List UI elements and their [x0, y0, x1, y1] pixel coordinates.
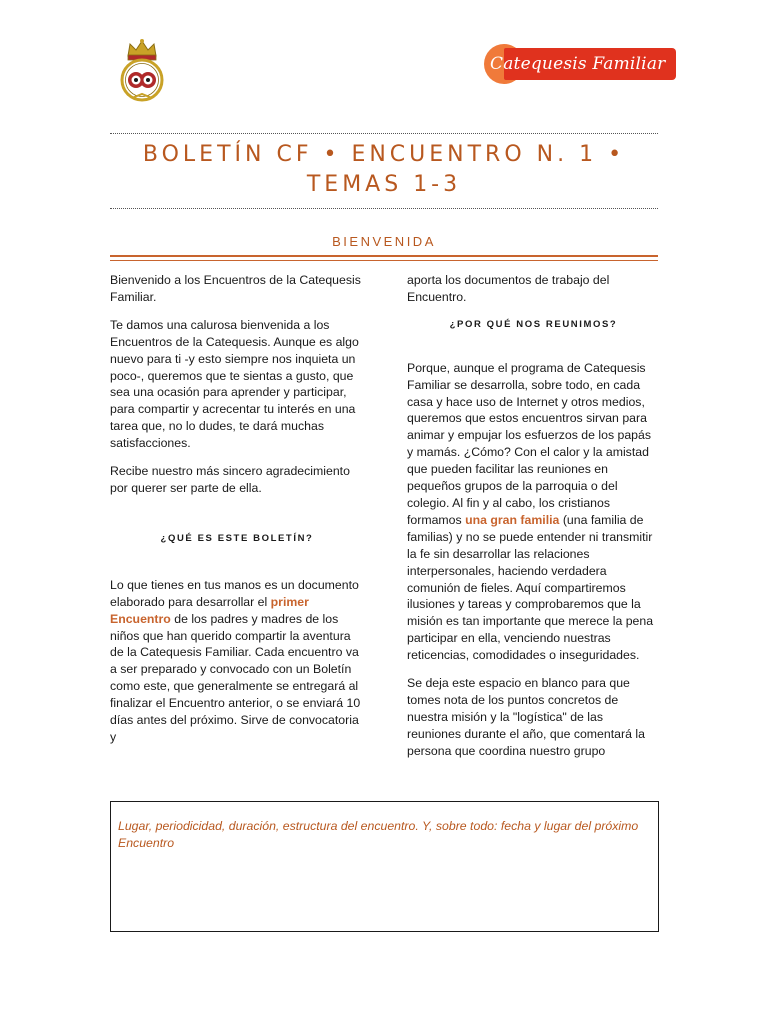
title-line-2: TEMAS 1-3	[306, 172, 462, 197]
meeting-notes-prompt: Lugar, periodicidad, duración, estructura del encuentro. Y, sobre todo: fecha y lugar del próximo Encuentro	[118, 819, 639, 850]
coat-of-arms-crest-icon	[112, 36, 172, 102]
title-line-1: BOLETÍN CF • ENCUENTRO N. 1 •	[142, 142, 626, 167]
meeting-notes-box	[110, 801, 659, 932]
catequesis-familiar-logo	[484, 44, 676, 84]
welcome-paragraph: Bienvenido a los Encuentros de la Catequesis Familiar.	[110, 273, 361, 304]
title-top-rule	[110, 133, 658, 134]
reasons-text-b: (una familia de familias) y no se puede entender ni transmitir la fe sin desarrollar las relaciones interpersonales, haciendo verdadera comunión de fieles. Aquí compartiremos ilusiones y tareas y comprobaremos que la misión es tan importante que merece la pena participar en ella, venciendo nuestras reticencias, comodidades o inseguridades.	[407, 512, 654, 663]
page-title	[110, 140, 658, 200]
section-heading-bienvenida: BIENVENIDA	[332, 234, 436, 249]
right-column	[407, 272, 660, 771]
highlight-primer-encuentro: primer Encuentro	[110, 594, 309, 626]
title-bottom-rule	[110, 208, 658, 209]
subheading-por-que: ¿POR QUÉ NOS REUNIMOS?	[449, 318, 618, 330]
reasons-text-a: Porque, aunque el programa de Catequesis Familiar se desarrolla, sobre todo, en cada casa y hace uso de Internet y otros medios, queremos que estos encuentros sirvan para animar y empujar los esfuerzos de los papás y mamás. ¿Cómo? Con el calor y la amistad que pueden facilitar las reuniones en pequeños grupos de la parroquia o del colegio. Al fin y al cabo, los cristianos formamos	[407, 360, 652, 527]
section-rule-thin	[110, 260, 658, 261]
continuation-paragraph: aporta los documentos de trabajo del Encuentro.	[407, 273, 610, 304]
boletin-text-b: de los padres y madres de los niños que han querido compartir la aventura de la Catequesis Familiar. Cada encuentro va a ser preparado y convocado con un Boletín como este, que generalmente se entregará al finalizar el Encuentro anterior, o se enviará 10 días antes del próximo. Sirve de convocatoria y	[110, 611, 361, 744]
thanks-paragraph: Recibe nuestro más sincero agradecimiento por querer ser parte de ella.	[110, 464, 350, 495]
logo-text: Catequesis Familiar	[490, 54, 666, 74]
section-rule-thick	[110, 255, 658, 257]
boletin-paragraph	[110, 577, 364, 746]
reasons-paragraph	[407, 360, 660, 664]
notes-paragraph: Se deja este espacio en blanco para que tomes nota de los puntos concretos de nuestra misión y la "logística" de las reuniones durante el año, que comentará la persona que coordina nuestro grupo	[407, 676, 645, 758]
intro-paragraph: Te damos una calurosa bienvenida a los Encuentros de la Catequesis. Aunque es algo nuevo para ti -y esto siempre nos inquieta un poco-, queremos que te sientas a gusto, que sea una ocasión para aprender y participar, para compartir y acrecentar tu interés en una tarea que, no lo dudes, te dará muchas satisfacciones.	[110, 317, 359, 451]
left-column	[110, 272, 364, 757]
boletin-text-a: Lo que tienes en tus manos es un documento elaborado para desarrollar el	[110, 577, 359, 609]
subheading-que-es: ¿QUÉ ES ESTE BOLETÍN?	[160, 532, 314, 544]
highlight-gran-familia: una gran familia	[465, 512, 560, 527]
